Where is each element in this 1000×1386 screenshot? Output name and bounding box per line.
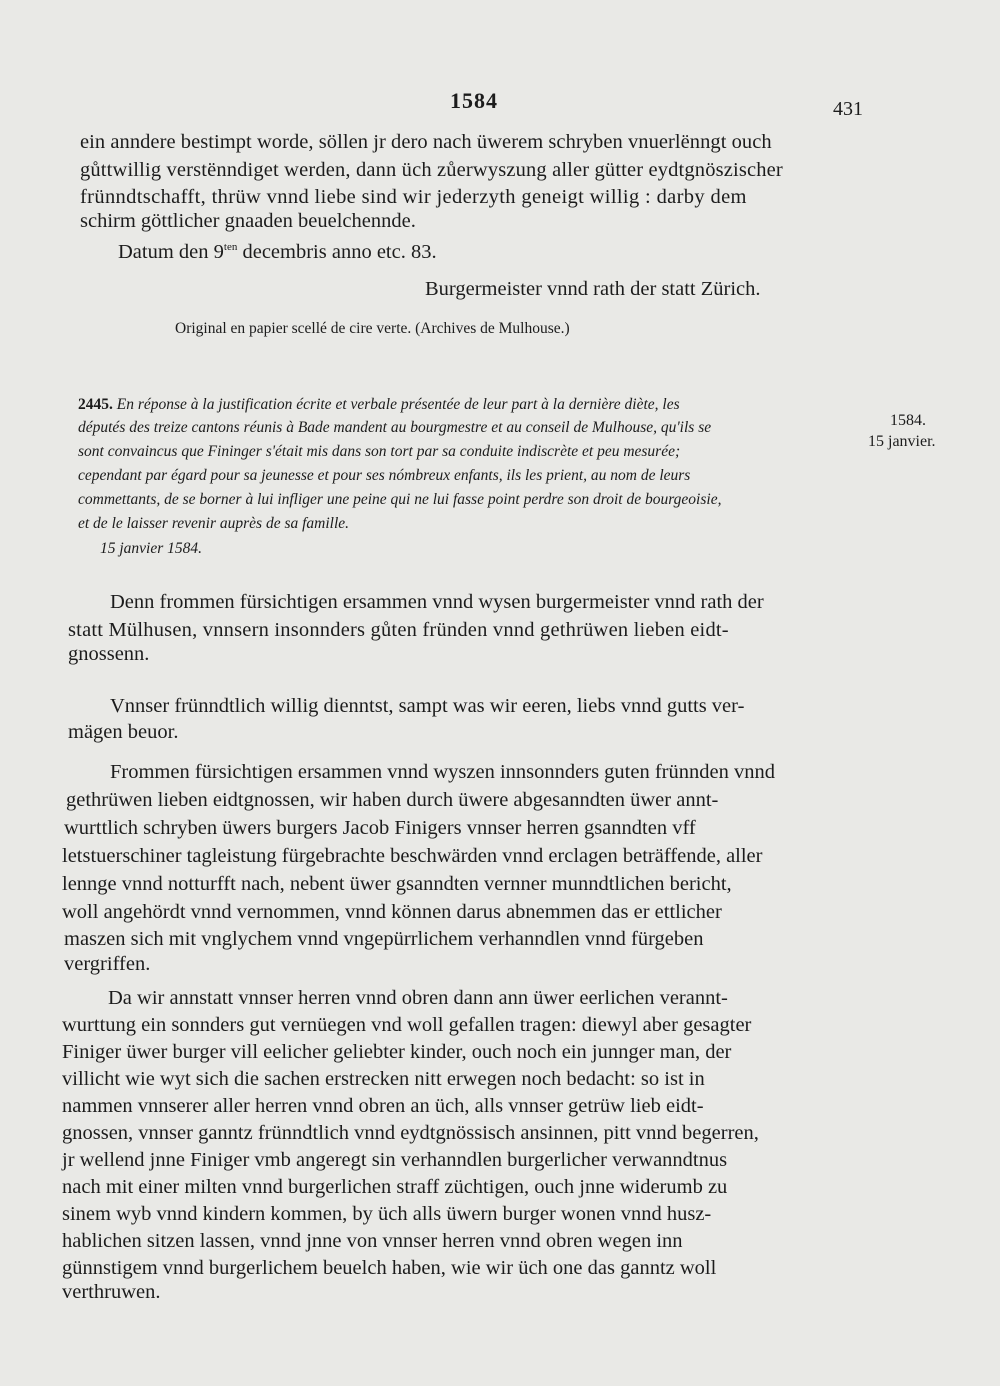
summary-line: commettants, de se borner à lui infliger une peine qui ne lui fasse point perdre son droit de bourgeoisie, [78,491,722,508]
letter1-signature: Burgermeister vnnd rath der statt Zürich. [425,278,761,300]
para1-line: gethrüwen lieben eidtgnossen, wir haben durch üwere abgesanndten üwer annt- [66,789,719,811]
para1-line: wurttlich schryben üwers burgers Jacob Finigers vnnser herren gsanndten vff [64,817,696,839]
greeting-line: Vnnser frünndtlich willig dienntst, sampt was wir eeren, liebs vnnd gutts ver- [110,695,745,717]
running-head-year: 1584 [450,88,498,113]
para2-line: günnstigem vnnd burgerlichem beuelch haben, wie wir üch one das ganntz woll [62,1257,717,1279]
entry-date: 15 janvier 1584. [100,540,203,557]
text-line: frünndtschafft, thrüw vnnd liebe sind wir jederzyth geneigt willig : darby dem [80,186,747,208]
para2-line: hablichen sitzen lassen, vnnd jnne von vnnser herren vnnd obren wegen inn [62,1230,683,1252]
summary-line: sont convaincus que Fininger s'était mis dans son tort par sa conduite indiscrète et peu mesurée; [78,443,681,460]
para2-line: wurttung ein sonnders gut vernüegen vnd woll gefallen tragen: diewyl aber gesagter [62,1014,752,1036]
para2-line: nammen vnnserer aller herren vnnd obren an üch, alls vnnser getrüw lieb eidt- [62,1095,704,1117]
para1-line: woll angehördt vnnd vernommen, vnnd können darus abnemmen das er ettlicher [62,901,722,923]
entry-number: 2445. [78,396,113,413]
greeting-line: mägen beuor. [68,721,179,743]
text-line: gůttwillig verstënndiget werden, dann üch zůerwyszung aller gütter eydtgnöszischer [80,159,783,181]
address-line: gnossenn. [68,643,150,665]
para2-line: Da wir annstatt vnnser herren vnnd obren dann ann üwer eerlichen verannt- [108,987,728,1009]
para1-line: Frommen fürsichtigen ersammen vnnd wyszen innsonnders guten frünnden vnnd [110,761,775,783]
para2-line: Finiger üwer burger vill eelicher geliebter kinder, ouch noch ein junnger man, der [62,1041,732,1063]
summary-line: députés des treize cantons réunis à Bade mandent au bourgmestre et au conseil de Mulhouse, qu'ils se [78,419,712,436]
para2-line: jr wellend jnne Finiger vmb angeregt sin verhanndlen burgerlicher verwanndtnus [62,1149,728,1171]
para1-line: letstuerschiner tagleistung fürgebrachte beschwärden vnnd erclagen beträffende, aller [62,845,763,867]
text-line: schirm göttlicher gnaaden beuelchennde. [80,210,416,232]
date-superscript: ten [223,241,238,254]
margin-date: 15 janvier. [868,433,936,450]
para2-line: nach mit einer milten vnnd burgerlichen straff züchtigen, ouch jnne widerumb zu [62,1176,728,1198]
summary-line-first [78,396,680,414]
text-line: ein anndere bestimpt worde, söllen jr dero nach üwerem schryben vnuerlënngt ouch [80,131,772,153]
summary-text: En réponse à la justification écrite et verbale présentée de leur part à la dernière diète, les [116,396,680,413]
source-note: Original en papier scellé de cire verte. (Archives de Mulhouse.) [175,320,570,337]
margin-year: 1584. [890,412,926,429]
para2-line: verthruwen. [62,1281,161,1303]
para1-line: vergriffen. [64,953,151,975]
summary-line: cependant par égard pour sa jeunesse et pour ses nómbreux enfants, ils les prient, au nom de leurs [78,467,691,484]
date-prefix: Datum den 9 [118,241,224,263]
para1-line: lennge vnnd notturfft nach, nebent üwer gsanndten vernner munndtlichen bericht, [62,873,732,895]
address-line: statt Mülhusen, vnnsern insonnders gůten fründen vnnd gethrüwen lieben eidt- [68,619,729,641]
para2-line: villicht wie wyt sich die sachen erstrecken nitt erwegen noch bedacht: so ist in [62,1068,705,1090]
address-line: Denn frommen fürsichtigen ersammen vnnd wysen burgermeister vnnd rath der [110,591,764,613]
para1-line: maszen sich mit vnglychem vnnd vngepürrlichem verhanndlen vnnd fürgeben [64,928,704,950]
summary-line: et de le laisser revenir auprès de sa famille. [78,515,350,532]
para2-line: sinem wyb vnnd kindern kommen, by üch alls üwern burger wonen vnnd husz- [62,1203,712,1225]
date-suffix: decembris anno etc. 83. [237,241,437,263]
page-number: 431 [833,98,863,120]
para2-line: gnossen, vnnser ganntz frünndtlich vnnd eydtgnössisch ansinnen, pitt vnnd begerren, [62,1122,759,1144]
letter1-date [118,238,437,266]
